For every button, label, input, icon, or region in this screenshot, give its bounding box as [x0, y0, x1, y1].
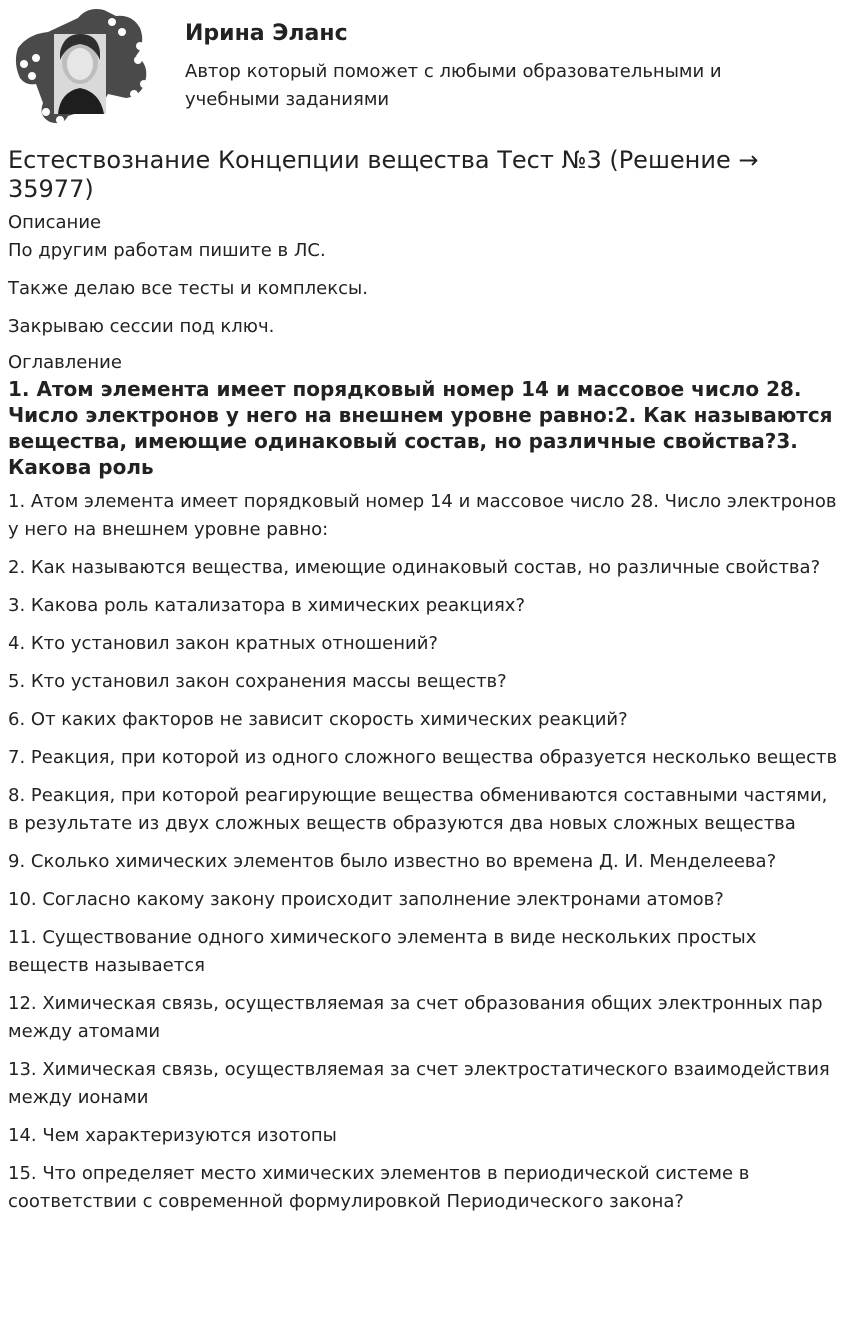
user-photo-frame-icon [8, 8, 150, 126]
question-item: 14. Чем характеризуются изотопы [8, 1125, 337, 1146]
author-name[interactable]: Ирина Эланс [185, 21, 348, 46]
question-item: 9. Сколько химических элементов было известно во времена Д. И. Менделеева? [8, 851, 777, 872]
question-item: 3. Какова роль катализатора в химических реакциях? [8, 595, 526, 616]
question-item: 10. Согласно какому закону происходит заполнение электронами атомов? [8, 889, 724, 910]
toc-summary: 1. Атом элемента имеет порядковый номер 14 и массовое число 28. Число электронов у него на внешнем уровне равно:2. Как называются вещества, имеющие одинаковый состав, но различные свойства?3. Какова роль [8, 377, 833, 479]
question-item: 8. Реакция, при которой реагирующие вещества обмениваются составными частями, в результате из двух сложных веществ образуются два новых сложных вещества [8, 785, 828, 834]
page-title: Естествознание Концепции вещества Тест №3 (Решение → 35977) [8, 146, 759, 203]
question-item: 6. От каких факторов не зависит скорость химических реакций? [8, 709, 628, 730]
avatar[interactable] [8, 8, 150, 126]
description-line: Также делаю все тесты и комплексы. [8, 278, 368, 299]
author-card [8, 8, 839, 128]
question-item: 15. Что определяет место химических элементов в периодической системе в соответствии с современной формулировкой Периодического закона? [8, 1163, 750, 1212]
question-item: 11. Существование одного химического элемента в виде нескольких простых веществ называется [8, 927, 757, 976]
question-item: 2. Как называются вещества, имеющие одинаковый состав, но различные свойства? [8, 557, 821, 578]
document-content [8, 146, 839, 1226]
description-line: Закрываю сессии под ключ. [8, 316, 275, 337]
description-label: Описание [8, 212, 102, 233]
author-description: Автор который поможет с любыми образовательными и учебными заданиями [185, 61, 722, 110]
question-item: 12. Химическая связь, осуществляемая за счет образования общих электронных пар между атомами [8, 993, 823, 1042]
question-item: 7. Реакция, при которой из одного сложного вещества образуется несколько веществ [8, 747, 838, 768]
description-line: По другим работам пишите в ЛС. [8, 240, 326, 261]
question-item: 5. Кто установил закон сохранения массы веществ? [8, 671, 507, 692]
question-item: 1. Атом элемента имеет порядковый номер 14 и массовое число 28. Число электронов у него на внешнем уровне равно: [8, 491, 837, 540]
question-item: 4. Кто установил закон кратных отношений? [8, 633, 438, 654]
question-item: 13. Химическая связь, осуществляемая за счет электростатического взаимодействия между ионами [8, 1059, 830, 1108]
toc-label: Оглавление [8, 352, 122, 373]
